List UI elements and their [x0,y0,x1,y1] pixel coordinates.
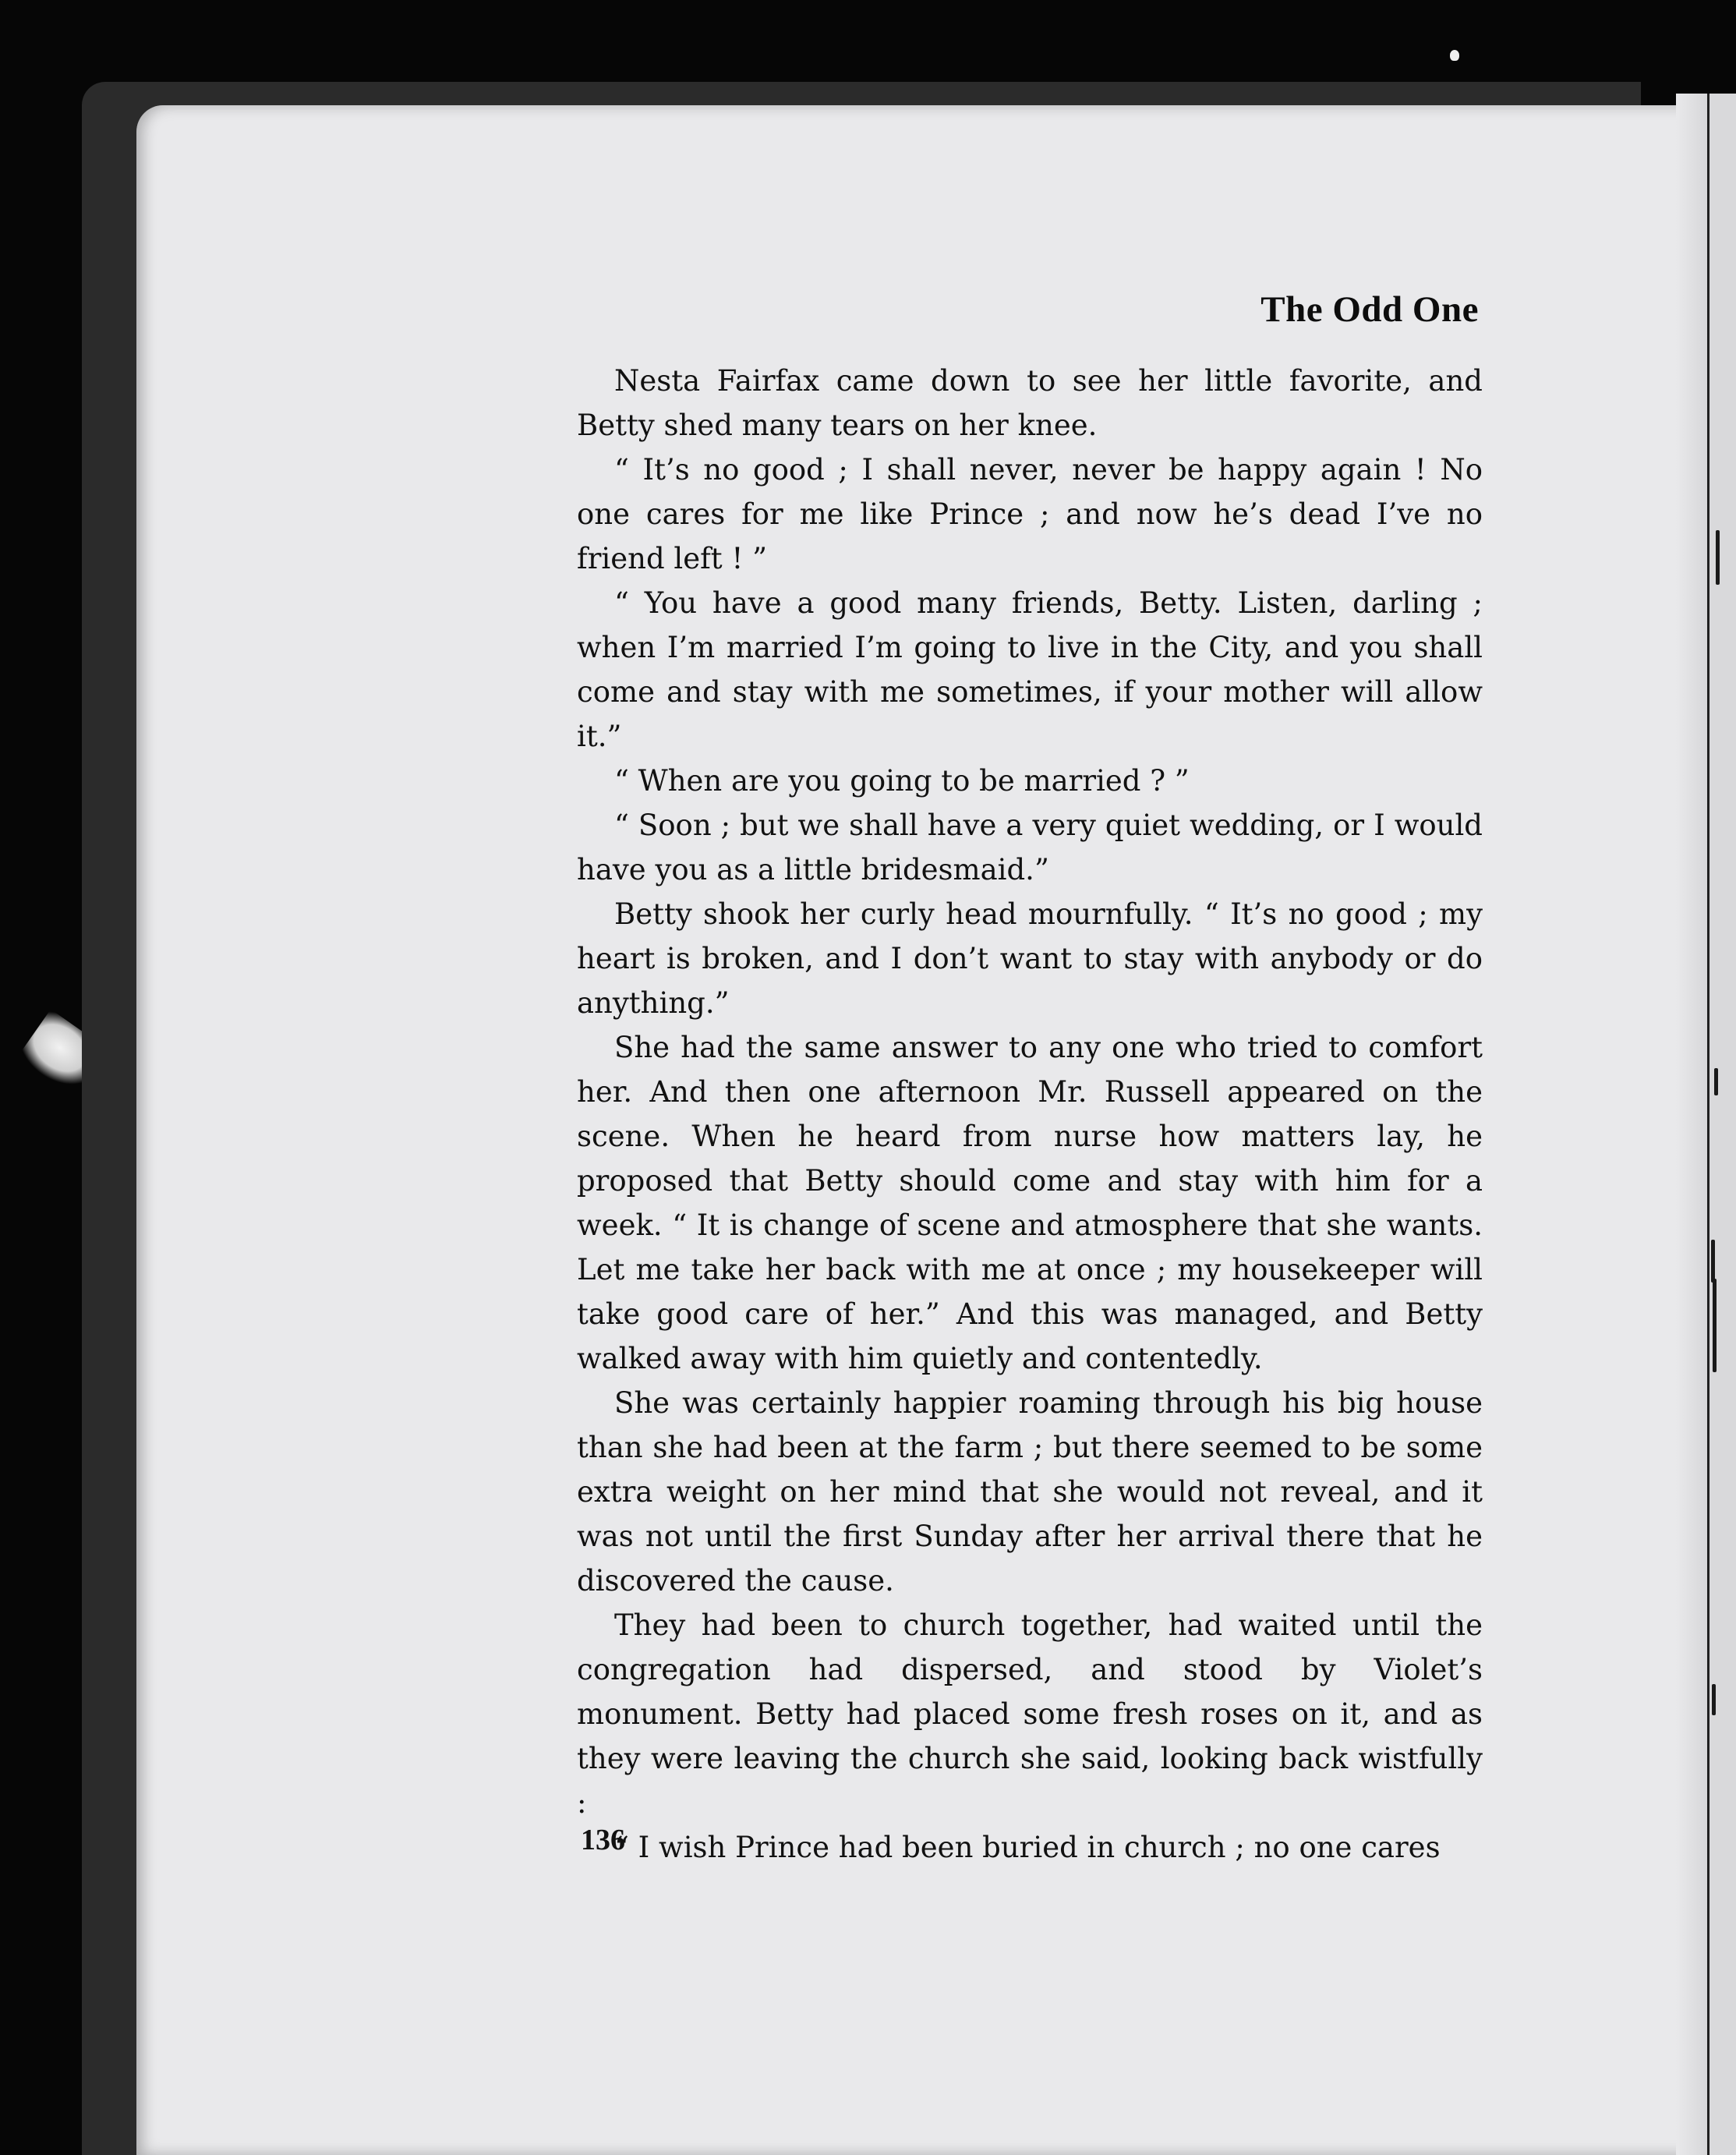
paragraph: She had the same answer to any one who tried to comfort her. And then one afternoon Mr. Russell appeared on the scene. When he heard from nurse how matters lay, he proposed that Betty should come and stay with him for a week. “ It is change of scene and atmosphere that she wants. Let me take her back with me at once ; my housekeeper will take good care of her.” And this was managed, and Betty walked away with him quietly and contentedly. [577,1031,1483,1375]
print-mark [1713,1279,1717,1372]
page-gutter [1676,94,1707,2155]
print-mark [1711,1240,1715,1283]
paragraph: Nesta Fairfax came down to see her little favorite, and Betty shed many tears on her knee. [577,364,1483,442]
paragraph: “ Soon ; but we shall have a very quiet wedding, or I would have you as a little bridesmaid.” [577,809,1483,886]
body-text [577,359,1483,1870]
paragraph: “ When are you going to be married ? ” [614,764,1190,798]
paragraph: Betty shook her curly head mournfully. “ It’s no good ; my heart is broken, and I don’t want to stay with anybody or do anything.” [577,897,1483,1020]
paragraph: “ I wish Prince had been buried in church ; no one cares [614,1831,1441,1864]
paragraph: “ You have a good many friends, Betty. Listen, darling ; when I’m married I’m going to live in the City, and you shall come and stay with me sometimes, if your mother will allow it.” [577,586,1483,753]
print-mark [1712,1684,1716,1715]
print-mark [1714,1068,1718,1095]
print-mark [1716,530,1720,585]
paragraph: They had been to church together, had waited until the congregation had dispersed, and stood by Violet’s monument. Betty had placed some fresh roses on it, and as they were leaving the church she said, looking back wistfully : [577,1608,1483,1820]
paragraph: She was certainly happier roaming through his big house than she had been at the farm ; but there seemed to be some extra weight on her mind that she would not reveal, and it was not until the first Sunday after her arrival there that he discovered the cause. [577,1386,1483,1598]
dust-speck [1450,50,1459,61]
running-header: The Odd One [1260,289,1479,330]
paragraph: “ It’s no good ; I shall never, never be happy again ! No one cares for me like Prince ; and now he’s dead I’ve no friend left ! ” [577,453,1483,575]
page-number: 136 [581,1824,625,1856]
next-page-edge [1707,94,1736,2155]
